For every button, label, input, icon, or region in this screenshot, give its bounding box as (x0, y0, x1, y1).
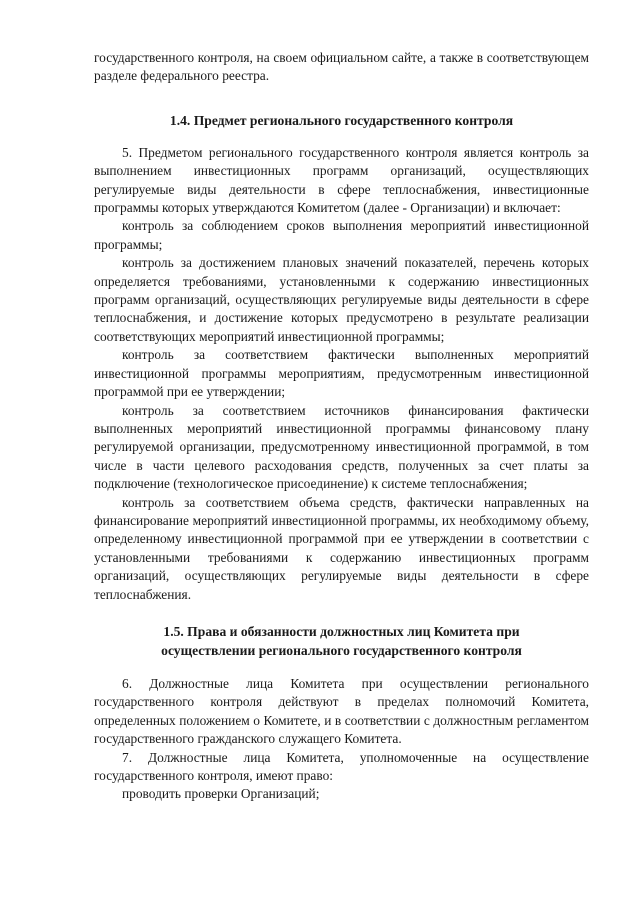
list-item-control-funding-volume: контроль за соответствием объема средств, фактически направленных на финансирование мероприятий инвестиционной программы, их необходимому объему, определенному инвестиционной программой при ее утверждении в соответствии с установленными требованиями к содержанию инвестиционных программ организаций, осуществляющих регулируемые виды деятельности в сфере теплоснабжения. (94, 494, 589, 602)
section-heading-1-4: 1.4. Предмет регионального государственного контроля (169, 112, 514, 128)
list-item-control-measures: контроль за соответствием фактически выполненных мероприятий инвестиционной программы мероприятиям, предусмотренным инвестиционной программой при ее утверждении; (94, 347, 589, 400)
list-item-conduct-inspections: проводить проверки Организаций; (122, 786, 320, 802)
list-item-control-deadlines: контроль за соблюдением сроков выполнения мероприятий инвестиционной программы; (94, 218, 589, 252)
list-item-control-indicators: контроль за достижением плановых значений показателей, перечень которых определяется требованиями, установленными к содержанию инвестиционных программ организаций, осуществляющих регулируемые виды деятельности в сфере теплоснабжения, и достижение которых предусмотрено в результате реализации соответствующих мероприятий инвестиционной программы; (94, 255, 589, 344)
paragraph-6: 6. Должностные лица Комитета при осуществлении регионального государственного контроля действуют в пределах полномочий Комитета, определенных положением о Комитете, и в соответствии с должностным регламентом государственного гражданского служащего Комитета. (94, 675, 589, 747)
paragraph-5: 5. Предметом регионального государственного контроля является контроль за выполнением инвестиционных программ организаций, осуществляющих регулируемые виды деятельности в сфере теплоснабжения, инвестиционные программы которых утверждаются Комитетом (далее - Организации) и включает: (94, 144, 589, 216)
section-heading-1-5-line1: 1.5. Права и обязанности должностных лиц Комитета при (163, 623, 520, 639)
section-heading-1-5 (94, 622, 589, 660)
intro-paragraph-tail: государственного контроля, на своем официальном сайте, а также в соответствующем разделе федерального реестра. (94, 50, 589, 84)
document-body (94, 49, 589, 804)
list-item-control-funding-sources: контроль за соответствием источников финансирования фактически выполненных мероприятий инвестиционной программы финансовому плану регулируемой организации, предусмотренному инвестиционной программой, в том числе в части целевого расходования средств, полученных за счет платы за подключение (технологическое присоединение) к системе теплоснабжения; (94, 402, 589, 492)
section-heading-1-5-line2: осуществлении регионального государственного контроля (161, 642, 522, 658)
paragraph-7: 7. Должностные лица Комитета, уполномоченные на осуществление государственного контроля, имеют право: (94, 749, 589, 783)
